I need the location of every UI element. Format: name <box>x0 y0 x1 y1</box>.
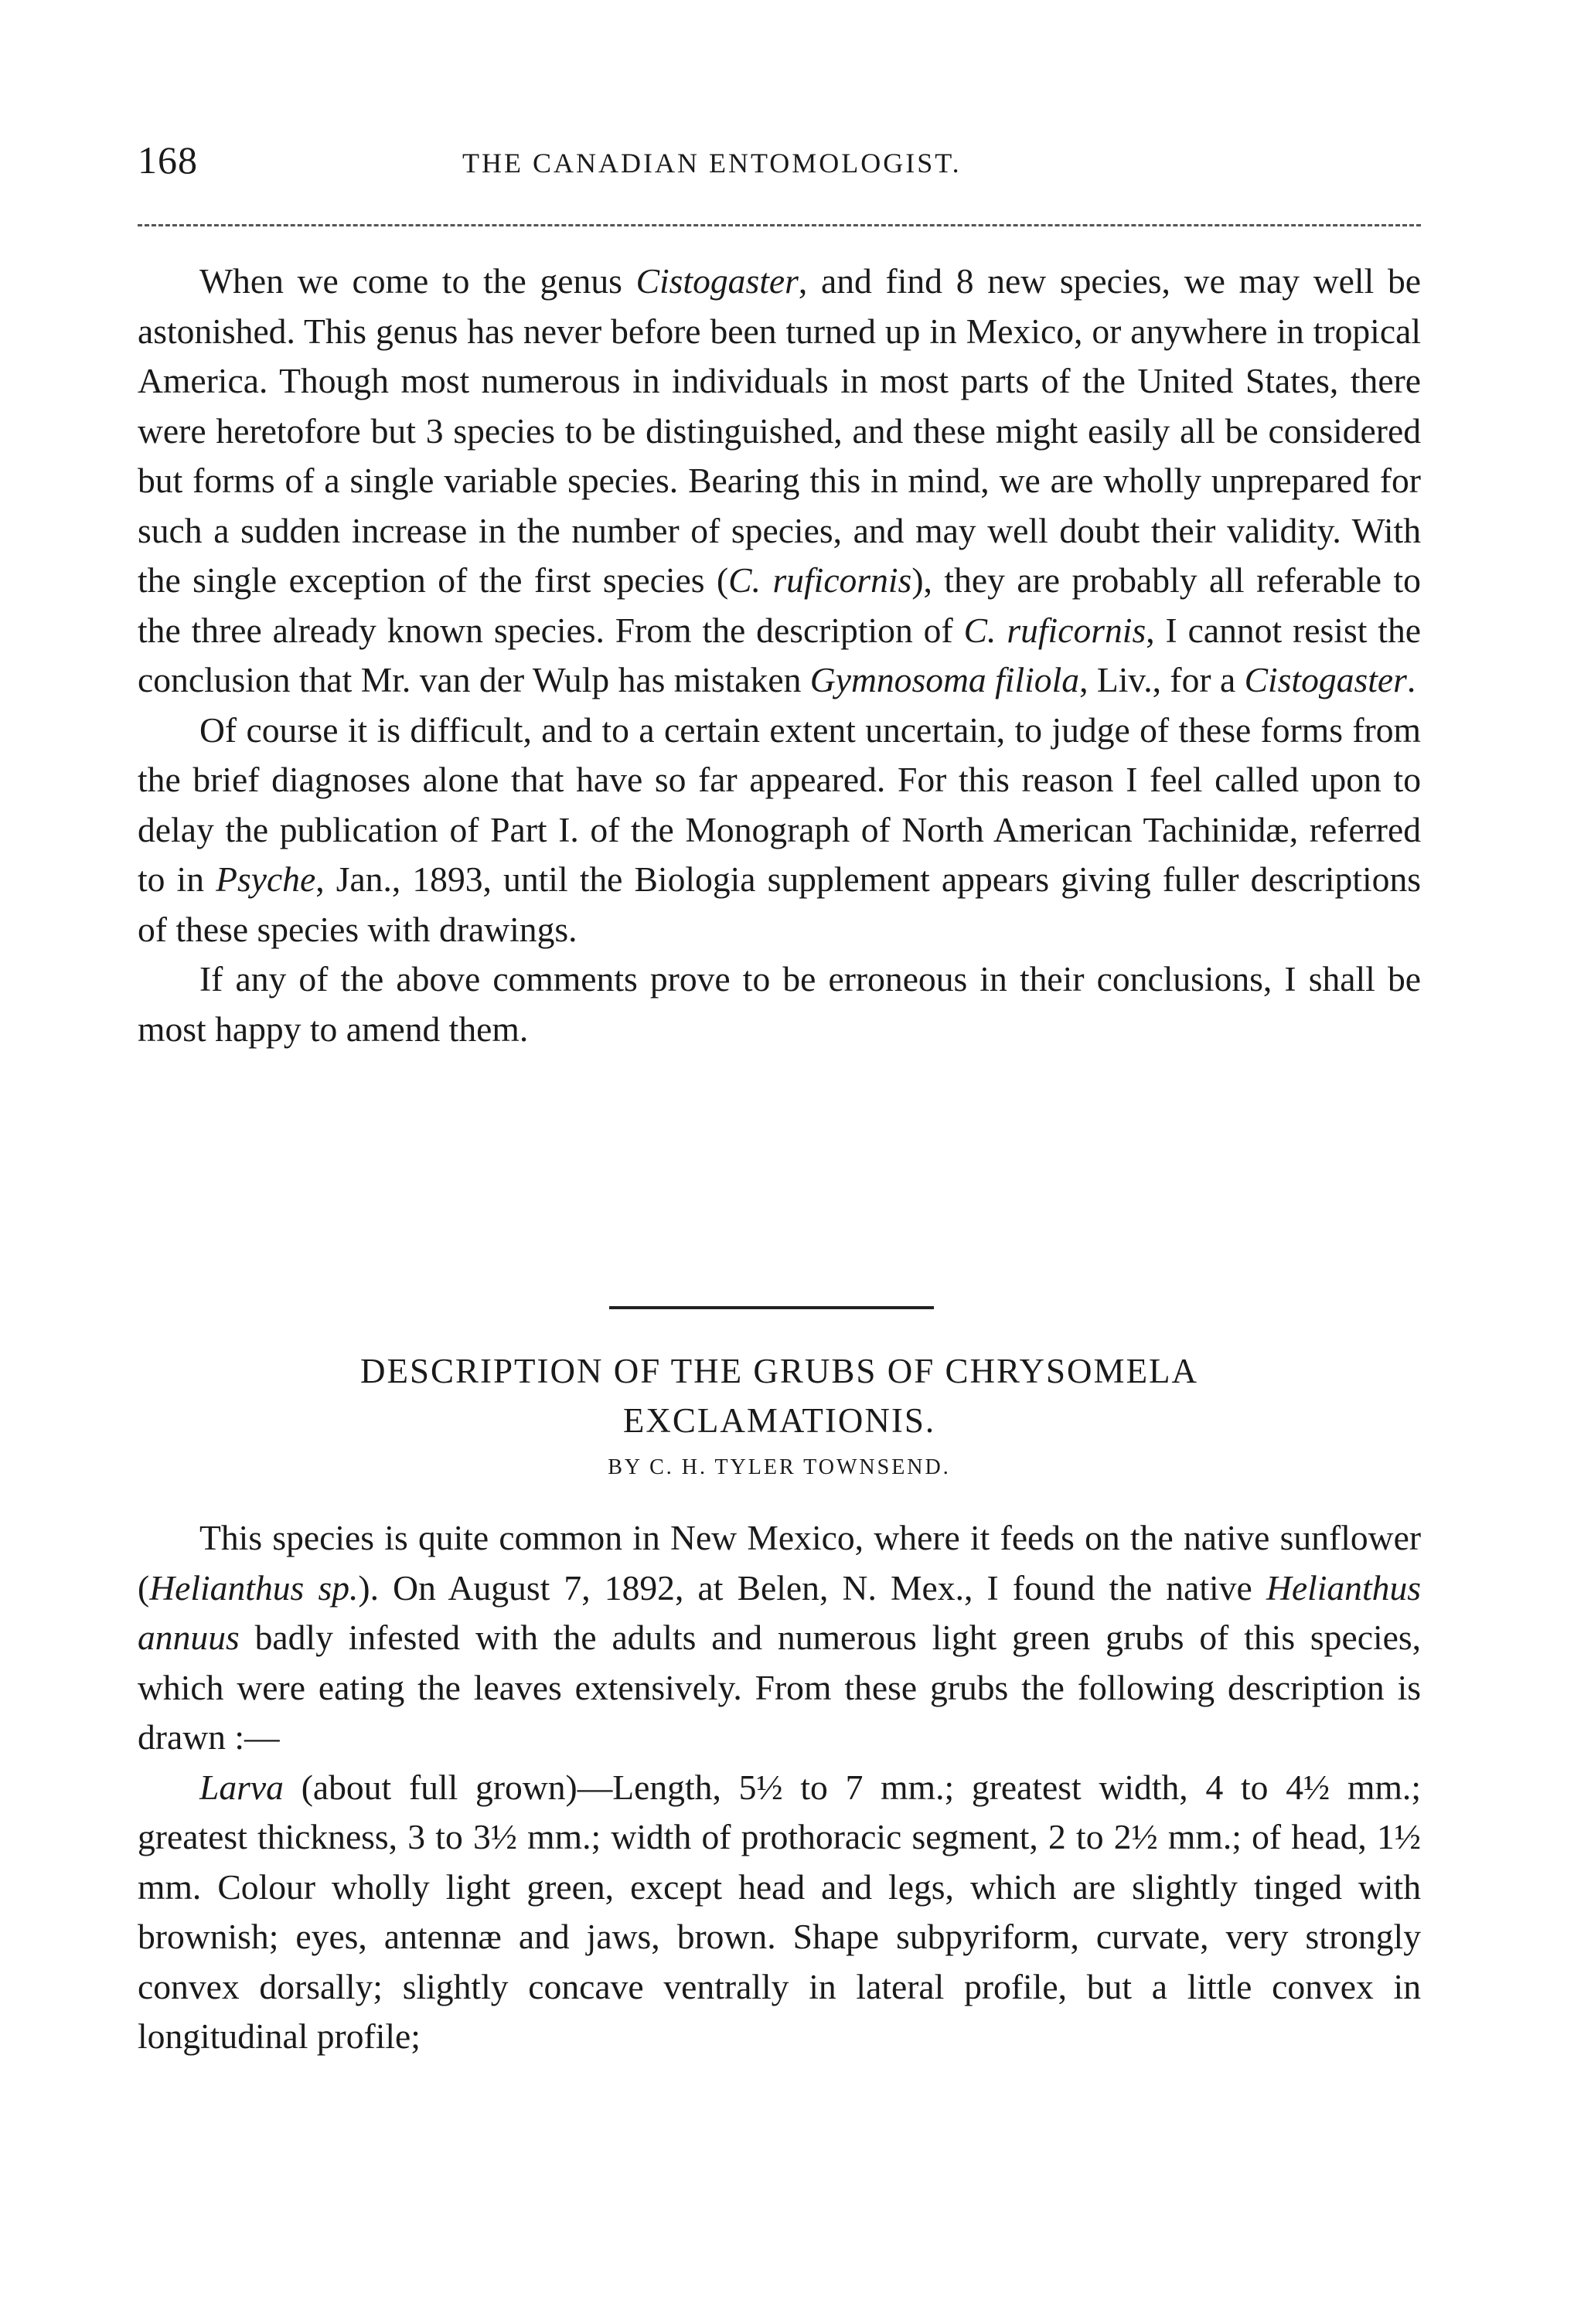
text-run: ), they are probably all referable to the three already known species. From the description of <box>138 560 1421 650</box>
italic-run: Cistogaster <box>1244 660 1407 699</box>
italic-run: Helianthus sp. <box>149 1567 359 1608</box>
italic-run: Larva <box>199 1767 284 1807</box>
text-run: Of course it is difficult, and to a certain extent uncertain, to judge of these forms from the brief diagnoses alone that have so far appeared. For this reason I feel called upon to delay the publication of Part I. of the Monograph of North American Tachinidæ, referred to in <box>138 709 1421 899</box>
article-title-line-1: DESCRIPTION OF THE GRUBS OF CHRYSOMELA <box>359 1352 1199 1390</box>
article-title <box>138 1346 1421 1445</box>
italic-run: C. ruficornis <box>728 560 912 600</box>
italic-run: Helianthus annuus <box>138 1567 1421 1657</box>
text-run: badly infested with the adults and numerous light green grubs of this species, which were eating the leaves extensively. From these grubs the following description is drawn :— <box>138 1618 1421 1757</box>
text-run: If any of the above comments prove to be erroneous in their conclusions, I shall be most happy to amend them. <box>138 959 1421 1049</box>
page-number: 168 <box>138 138 198 182</box>
paragraph <box>138 1763 1421 2062</box>
italic-run: Cistogaster <box>635 261 799 301</box>
italic-run: Gymnosoma filiola <box>809 660 1080 699</box>
article-body-text <box>138 1513 1421 2062</box>
text-run: ). On August 7, 1892, at Belen, N. Mex., I found the native <box>358 1567 1266 1608</box>
paragraph <box>138 706 1421 955</box>
article-title-line-2: EXCLAMATIONIS. <box>622 1401 936 1440</box>
italic-run: Psyche <box>216 859 316 899</box>
journal-title: THE CANADIAN ENTOMOLOGIST. <box>462 148 962 179</box>
running-head <box>138 138 1421 184</box>
text-run: , and find 8 new species, we may well be astonished. This genus has never before been turned up in Mexico, or anywhere in tropical America. Though most numerous in individuals in most parts of the United States, there were heretofore but 3 species to be distinguished, and these might easily all be considered but forms of a single variable species. Bearing this in mind, we are wholly unprepared for such a sudden increase in the number of species, and may well doubt their validity. With the single exception of the first species ( <box>138 261 1421 600</box>
article-byline: BY C. H. TYLER TOWNSEND. <box>608 1455 951 1479</box>
paragraph <box>138 954 1421 1054</box>
continued-article-text <box>138 257 1421 1054</box>
header-rule <box>138 224 1421 226</box>
italic-run: C. ruficornis <box>963 610 1146 650</box>
paragraph <box>138 1513 1421 1763</box>
text-run: , I cannot resist the conclusion that Mr. van der Wulp has mistaken <box>138 610 1421 699</box>
text-run: When we come to the genus <box>199 261 636 301</box>
section-divider <box>609 1306 934 1309</box>
paragraph <box>138 257 1421 706</box>
text-run: . <box>1406 660 1416 699</box>
text-run: (about full grown)—Length, 5½ to 7 mm.; greatest width, 4 to 4½ mm.; greatest thickness, 3 to 3½ mm.; width of prothoracic segment, 2 to 2½ mm.; of head, 1½ mm. Colour wholly light green, except head and legs, which are slightly tinged with brownish; eyes, antennæ and jaws, brown. Shape subpyriform, curvate, very strongly convex dorsally; slightly concave ventrally in lateral profile, but a little convex in longitudinal profile; <box>138 1767 1421 2056</box>
text-run: , Jan., 1893, until the Biologia supplement appears giving fuller descriptions of these species with drawings. <box>138 859 1421 949</box>
text-run: This species is quite common in New Mexico, where it feeds on the native sunflower ( <box>138 1518 1421 1608</box>
text-run: , Liv., for a <box>1079 660 1245 699</box>
